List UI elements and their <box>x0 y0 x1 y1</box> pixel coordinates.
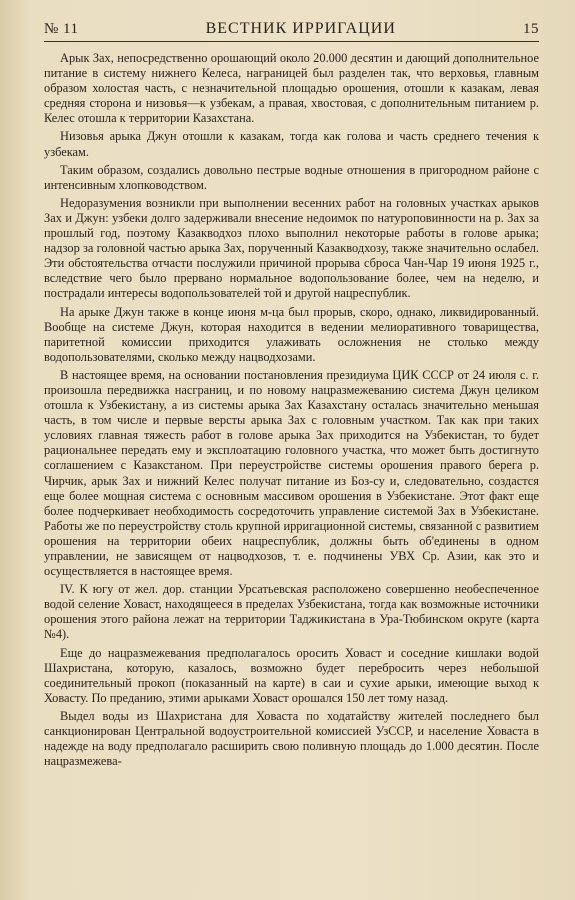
paragraph: Арык Зах, непосредственно орошающий около 20.000 десятин и дающий дополнительное питание в систему нижнего Келеса, награницей был разделен так, что верховья, главным образом холостая часть, с незначительной площадью орошения, отошли к казакам, левая средняя сторона и низовья—к узбекам, а правая, хвостовая, с дополнительным питанием р. Келес отошла к территории Казахстана. <box>44 51 539 126</box>
page-header <box>44 20 539 42</box>
paragraph: IV. К югу от жел. дор. станции Урсатьевская расположено совершенно необеспеченное водой селение Ховаст, находящееся в пределах Узбекистана, тогда как возможные источники орошения этого района лежат на территории Таджикистана в Ура-Тюбинском округе (карта №4). <box>44 582 539 642</box>
paragraph: Еще до нацразмежевания предполагалось оросить Ховаст и соседние кишлаки водой Шахристана, которую, казалось, возможно будет переброcить через небольшой соединительный прокоп (показанный на карте) в саи и сухие арыки, имеющие выход к Ховасту. По преданию, этими арыками Ховаст орошался 150 лет тому назад. <box>44 645 539 705</box>
issue-number: № 11 <box>44 21 79 37</box>
journal-title: ВЕСТНИК ИРРИГАЦИИ <box>205 20 396 37</box>
paragraph: Таким образом, создались довольно пестрые водные отношения в пригородном районе с интенсивным хлопководством. <box>44 162 539 192</box>
page-number: 15 <box>522 21 539 37</box>
article-body <box>44 51 539 769</box>
paragraph: На арыке Джун также в конце июня м-ца был прорыв, скоро, однако, ликвидированный. Вообще на системе Джун, которая находится в ведении мелиоративного товарищества, паритетной комиссии приходится улаживать осложнения не столько между водопользователями, сколько между нацводхозами. <box>44 304 539 364</box>
paragraph: Недоразумения возникли при выполнении весенних работ на головных участках арыков Зах и Джун: узбеки долго задерживали внесение недоимок по натуроповинности на р. Зах за прошлый год, поэтому Казакводхоз плохо выполнил некоторые работы в голове арыка; надзор за головной частью арыка Зах, порученный Казакводхозу, также значительно ослабел. Эти обстоятельства отчасти послужили причиной прорыва сброса Чан-Чар 19 июня 1925 г., вследствие чего было прервано нормальное водопользование более, чем на неделю, и пострадали интересы водопользователей той и другой нацреспублик. <box>44 195 539 301</box>
paragraph: Низовья арыка Джун отошли к казакам, тогда как голова и часть среднего течения к узбекам. <box>44 129 539 159</box>
paragraph: Выдел воды из Шахристана для Ховаста по ходатайству жителей последнего был санкционирован Центральной водоустроительной комиссией УзССР, и население Ховаста в надежде на воду предполагало расширить свою поливную площадь до 1.000 десятин. После нацразмежева- <box>44 708 539 769</box>
paragraph: В настоящее время, на основании постановления президиума ЦИК СССР от 24 июля с. г. произошла передвижка наcграниц, и по новому нацразмежеванию система Джун целиком отошла к Узбекистану, а из системы арыка Зах Казахстану осталась значительно меньшая часть, в том числе и первые версты арыка Зах с головным участком. Так как при таких условиях главная тяжесть работ в голове арыка Зах приходится на Узбекистан, то будет рациональнее передать ему и эксплоатацию головного участка, что может быть достигнуто соглашением с Казакстаном. При переустройстве системы орошения правого берега р. Чирчик, арык Зах и нижний Келес получат питание из Боз-су и, следовательно, создастся еще более мощная система с основным массивом орошения в Узбекистане. Этот факт еще более подчеркивает необходимость сосредоточить управление системой Зах в Узбекистане. Работы же по переустройству столь крупной ирригационной системы, связанной с развитием орошения на территории обеих нацреспублик, должны быть об'единены в одном управлении, не зависящем от нацводхозов, т. е. подчинены УВХ Ср. Азии, как это и осуществляется в настоящее время. <box>44 367 539 579</box>
